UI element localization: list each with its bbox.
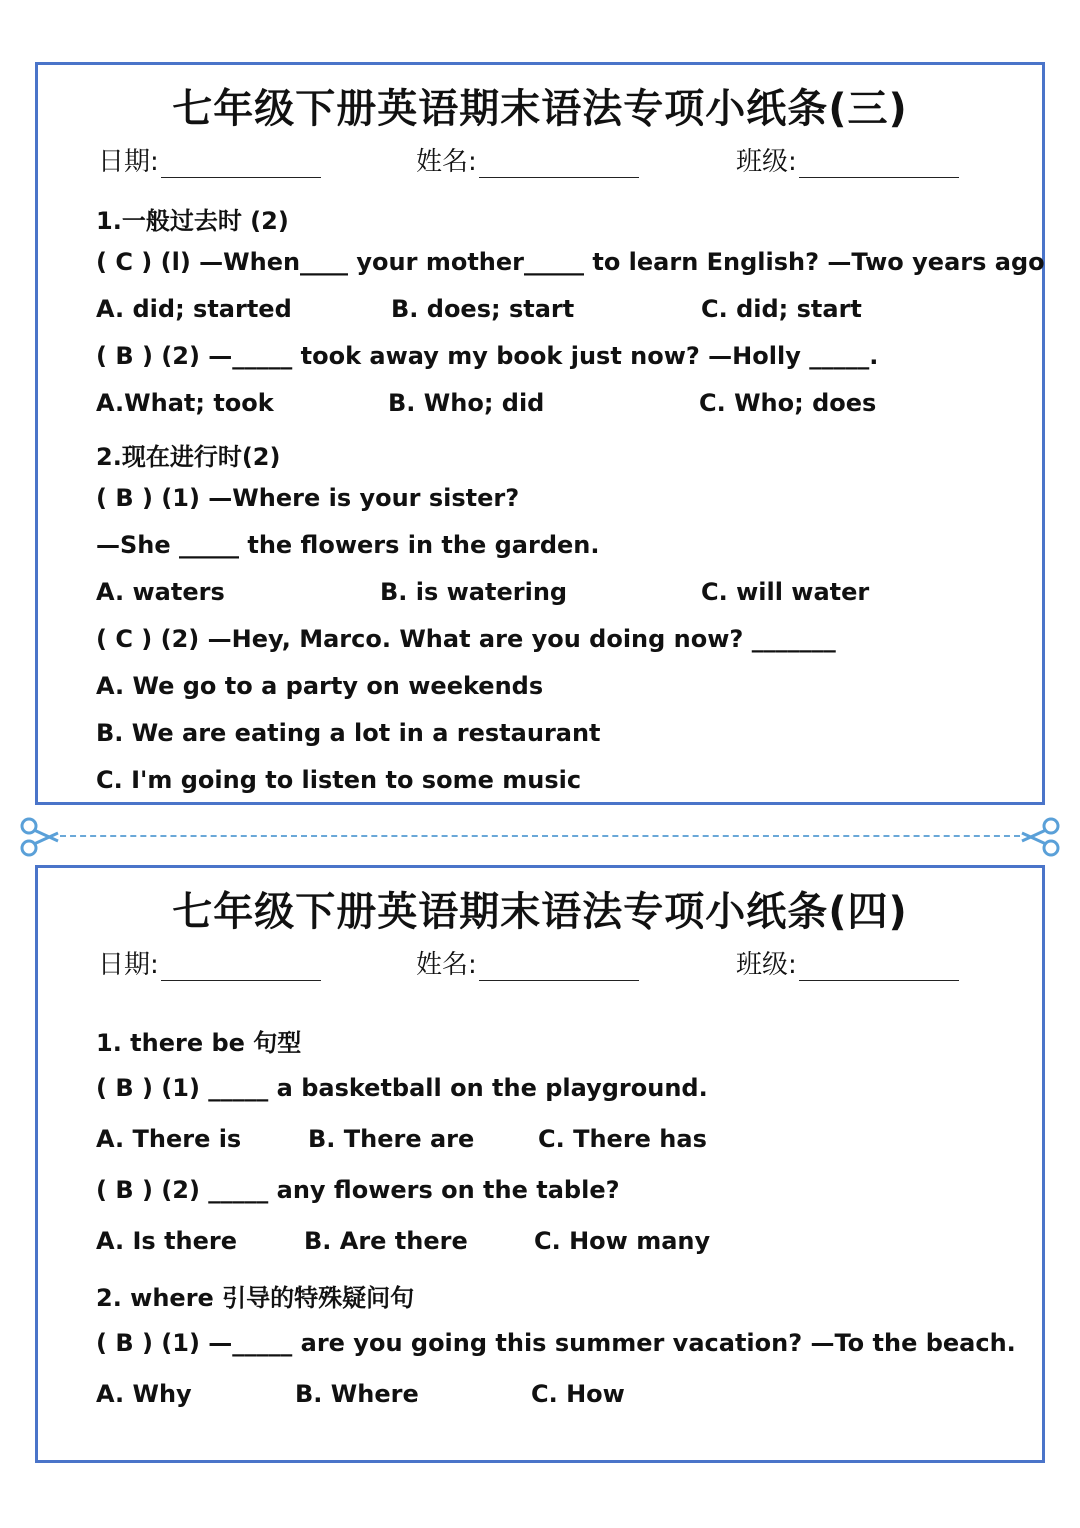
- option-c: C. will water: [701, 578, 870, 606]
- class-label: 班级:: [736, 950, 797, 980]
- date-label: 日期:: [98, 147, 159, 177]
- option-a: A. Why: [96, 1380, 192, 1408]
- option-b: B. There are: [308, 1125, 475, 1153]
- section-heading: 2.现在进行时(2): [96, 443, 281, 471]
- option-c: C. How: [531, 1380, 625, 1408]
- option-b: B. We are eating a lot in a restaurant: [96, 719, 601, 747]
- worksheet-card-3: [35, 62, 1045, 805]
- option-c: C. Who; does: [699, 389, 877, 417]
- option-a: A. There is: [96, 1125, 242, 1153]
- class-field: [736, 944, 959, 981]
- card-title: 七年级下册英语期末语法专项小纸条(三): [172, 86, 908, 132]
- name-blank: [479, 149, 639, 178]
- option-c: C. There has: [538, 1125, 707, 1153]
- class-field: [736, 141, 959, 178]
- option-a: A. waters: [96, 578, 225, 606]
- scissors-icon: [1018, 815, 1062, 859]
- cut-line: [60, 835, 1020, 837]
- date-field: [98, 944, 321, 981]
- info-row: [38, 944, 1042, 984]
- section-heading: 2. where 引导的特殊疑问句: [96, 1284, 415, 1312]
- question-text: ( B ) (1) —Where is your sister?: [96, 484, 520, 512]
- option-a: A.What; took: [96, 389, 274, 417]
- name-field: [416, 944, 639, 981]
- worksheet-card-4: [35, 865, 1045, 1463]
- question-text: ( C ) (2) —Hey, Marco. What are you doing now? _______: [96, 625, 836, 653]
- question-text: ( B ) (2) _____ any flowers on the table?: [96, 1176, 620, 1204]
- option-c: C. did; start: [701, 295, 862, 323]
- option-c: C. How many: [534, 1227, 711, 1255]
- name-label: 姓名:: [416, 147, 477, 177]
- class-blank: [799, 149, 959, 178]
- option-b: B. Are there: [304, 1227, 468, 1255]
- date-field: [98, 141, 321, 178]
- date-label: 日期:: [98, 950, 159, 980]
- scissors-icon: [18, 815, 62, 859]
- option-b: B. does; start: [391, 295, 575, 323]
- name-label: 姓名:: [416, 950, 477, 980]
- question-text: —She _____ the flowers in the garden.: [96, 531, 600, 559]
- name-blank: [479, 952, 639, 981]
- option-a: A. Is there: [96, 1227, 238, 1255]
- option-b: B. Who; did: [388, 389, 545, 417]
- option-c: C. I'm going to listen to some music: [96, 766, 582, 794]
- class-blank: [799, 952, 959, 981]
- option-a: A. We go to a party on weekends: [96, 672, 544, 700]
- info-row: [38, 141, 1042, 181]
- section-heading: 1.一般过去时 (2): [96, 207, 289, 235]
- option-b: B. Where: [295, 1380, 419, 1408]
- option-a: A. did; started: [96, 295, 292, 323]
- section-heading: 1. there be 句型: [96, 1029, 302, 1057]
- question-text: ( C ) (l) —When____ your mother_____ to learn English? —Two years ago: [96, 248, 1045, 276]
- question-text: ( B ) (2) —_____ took away my book just now? —Holly _____.: [96, 342, 879, 370]
- name-field: [416, 141, 639, 178]
- option-b: B. is watering: [380, 578, 568, 606]
- question-text: ( B ) (1) —_____ are you going this summer vacation? —To the beach.: [96, 1329, 1016, 1357]
- date-blank: [161, 952, 321, 981]
- date-blank: [161, 149, 321, 178]
- question-text: ( B ) (1) _____ a basketball on the playground.: [96, 1074, 708, 1102]
- card-title: 七年级下册英语期末语法专项小纸条(四): [172, 889, 908, 935]
- class-label: 班级:: [736, 147, 797, 177]
